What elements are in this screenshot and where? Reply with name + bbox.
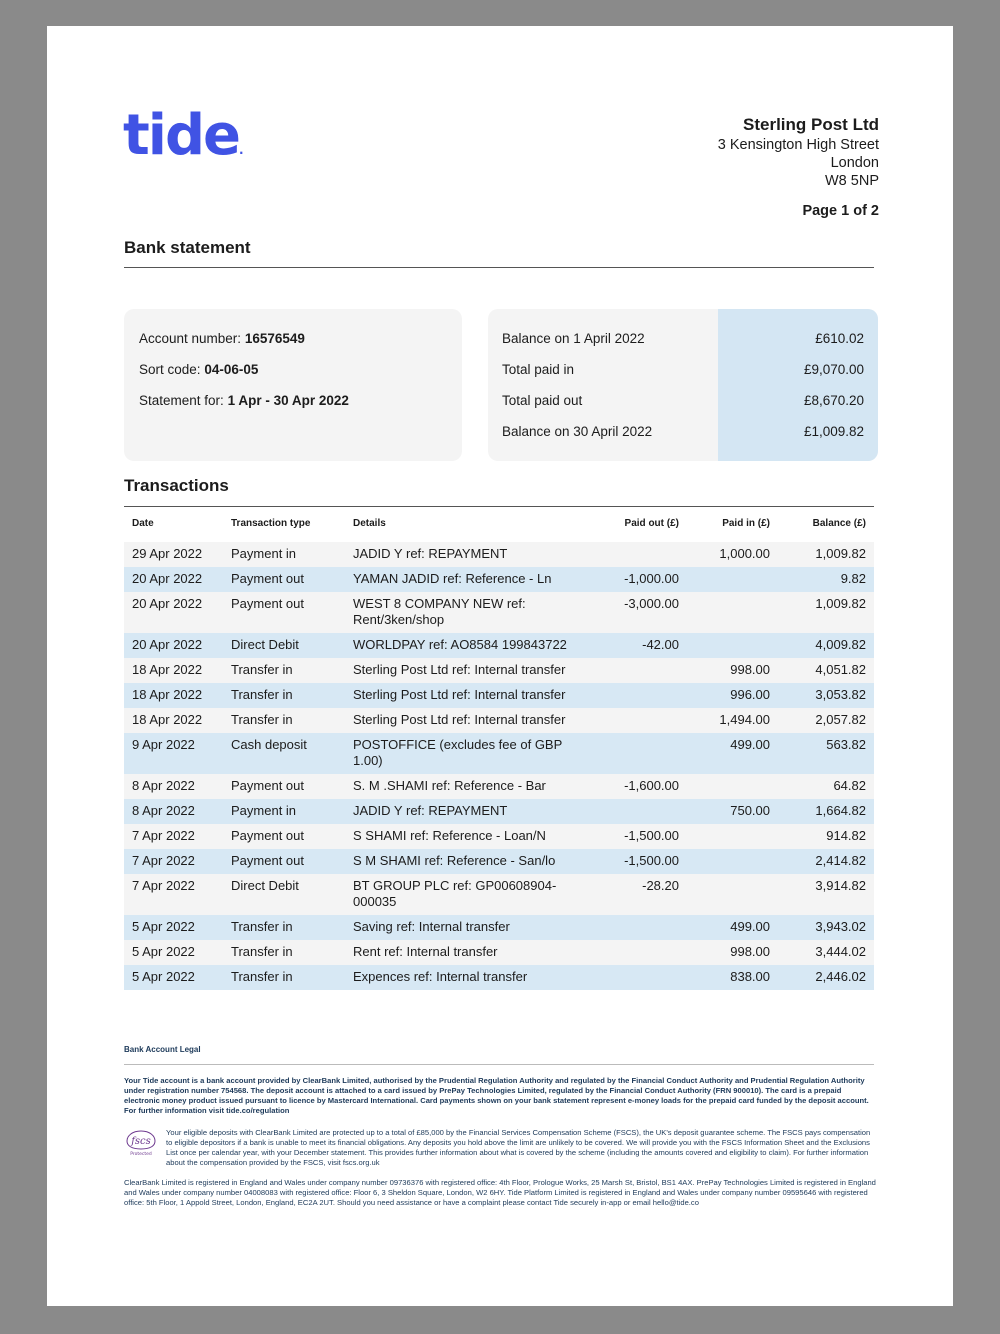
summary-label: Balance on 1 April 2022 (502, 331, 645, 346)
tx-paid-out (589, 915, 687, 940)
tx-details: JADID Y ref: REPAYMENT (345, 799, 589, 824)
tx-paid-out (589, 708, 687, 733)
tx-balance: 563.82 (778, 733, 874, 774)
tx-details: S M SHAMI ref: Reference - San/lo (345, 849, 589, 874)
tx-balance: 3,914.82 (778, 874, 874, 915)
tx-balance: 1,664.82 (778, 799, 874, 824)
tx-type: Payment out (223, 824, 345, 849)
column-header: Transaction type (231, 518, 311, 529)
tx-date: 7 Apr 2022 (124, 874, 223, 915)
tx-details: S SHAMI ref: Reference - Loan/N (345, 824, 589, 849)
tx-paid-in: 996.00 (687, 683, 778, 708)
tx-date: 18 Apr 2022 (124, 708, 223, 733)
tx-date: 5 Apr 2022 (124, 965, 223, 990)
tx-type: Transfer in (223, 658, 345, 683)
tx-paid-in (687, 633, 778, 658)
tx-paid-out (589, 940, 687, 965)
tx-date: 18 Apr 2022 (124, 683, 223, 708)
tx-paid-in: 499.00 (687, 733, 778, 774)
tx-balance: 1,009.82 (778, 542, 874, 567)
tx-date: 5 Apr 2022 (124, 915, 223, 940)
tx-details: WORLDPAY ref: AO8584 199843722 (345, 633, 589, 658)
summary-label: Total paid in (502, 362, 575, 377)
table-row (124, 799, 874, 824)
tx-details: BT GROUP PLC ref: GP00608904-000035 (345, 874, 589, 915)
tx-details: Expences ref: Internal transfer (345, 965, 589, 990)
tx-paid-in (687, 592, 778, 633)
tx-paid-out (589, 733, 687, 774)
tx-balance: 64.82 (778, 774, 874, 799)
address-city: London (830, 155, 879, 171)
tx-details: Sterling Post Ltd ref: Internal transfer (345, 708, 589, 733)
tx-paid-in (687, 774, 778, 799)
fscs-logo-text: fscs (131, 1136, 151, 1147)
tx-details: S. M .SHAMI ref: Reference - Bar (345, 774, 589, 799)
table-row (124, 708, 874, 733)
tx-paid-out: -28.20 (589, 874, 687, 915)
tx-paid-in (687, 567, 778, 592)
tx-date: 20 Apr 2022 (124, 633, 223, 658)
fscs-paragraph: Your eligible deposits with ClearBank Limited are protected up to a total of £85,000 by the Financial Services Compensation Scheme (FSCS), the UK's deposit guarantee scheme. The FSCS pays compensation to eligible depositors if a bank is unable to meet its financial obligations. Any deposits you hold above the limit are unlikely to be covered. We will provide you with the FSCS Information Sheet and the Exclusions List once per calendar year, with your December statement. This provides further information about what is covered by the scheme (including the amounts covered and eligibility to claim). For further information about the compensation provided by the FSCS, visit fscs.org.uk (166, 1128, 871, 1167)
page-number: Page 1 of 2 (802, 203, 879, 219)
tx-type: Transfer in (223, 940, 345, 965)
tx-balance: 3,943.02 (778, 915, 874, 940)
table-row (124, 874, 874, 915)
balance-summary-card (488, 309, 878, 461)
divider (124, 267, 874, 268)
account-number: 16576549 (244, 331, 305, 346)
tx-paid-in (687, 874, 778, 915)
tx-balance: 2,057.82 (778, 708, 874, 733)
table-row (124, 774, 874, 799)
tx-date: 20 Apr 2022 (124, 592, 223, 633)
tx-paid-in: 838.00 (687, 965, 778, 990)
tx-date: 20 Apr 2022 (124, 567, 223, 592)
tx-type: Transfer in (223, 683, 345, 708)
tx-details: Rent ref: Internal transfer (345, 940, 589, 965)
tx-paid-out: -1,500.00 (589, 849, 687, 874)
transactions-title: Transactions (124, 476, 229, 495)
legal-title: Bank Account Legal (124, 1045, 201, 1054)
summary-label: Balance on 30 April 2022 (502, 424, 653, 439)
summary-value: £1,009.82 (803, 424, 864, 439)
tx-date: 8 Apr 2022 (124, 774, 223, 799)
tx-details: YAMAN JADID ref: Reference - Ln (345, 567, 589, 592)
tx-paid-out: -3,000.00 (589, 592, 687, 633)
tx-type: Cash deposit (223, 733, 345, 774)
table-row (124, 683, 874, 708)
company-name: Sterling Post Ltd (743, 115, 879, 134)
tx-details: POSTOFFICE (excludes fee of GBP 1.00) (345, 733, 589, 774)
statement-title: Bank statement (124, 238, 251, 257)
table-row (124, 940, 874, 965)
table-row (124, 542, 874, 567)
table-row (124, 567, 874, 592)
divider (124, 1064, 874, 1065)
statement-page (47, 26, 953, 1306)
account-details-card (124, 309, 462, 461)
tx-balance: 3,444.02 (778, 940, 874, 965)
tx-paid-out: -1,600.00 (589, 774, 687, 799)
fscs-logo (125, 1130, 157, 1156)
customer-address (718, 114, 879, 190)
tx-date: 29 Apr 2022 (124, 542, 223, 567)
tx-date: 8 Apr 2022 (124, 799, 223, 824)
tx-type: Payment in (223, 799, 345, 824)
statement-period-row: Statement for: 1 Apr - 30 Apr 2022 (139, 393, 349, 408)
column-header: Date (132, 518, 154, 529)
statement-period: 1 Apr - 30 Apr 2022 (227, 393, 349, 408)
tx-balance: 1,009.82 (778, 592, 874, 633)
summary-value: £8,670.20 (803, 393, 864, 408)
tx-paid-in (687, 849, 778, 874)
tx-paid-in: 1,494.00 (687, 708, 778, 733)
tx-paid-out (589, 799, 687, 824)
tx-type: Payment out (223, 592, 345, 633)
table-row (124, 965, 874, 990)
fscs-logo-sub: Protected (130, 1152, 152, 1156)
legal-paragraph: ClearBank Limited is registered in England and Wales under company number 09736376 with registered office: 4th Floor, Prologue Works, 25 Marsh St, Bristol, BS1 4AX. PrePay Technologies Limited is registered in England and Wales under company number 04008083 with registered office: Floor 6, 3 Sheldon Square, London, W2 6HY. Tide Platform Limited is registered in England and Wales under company number 09595646 with registered office: 5th Floor, 1 Appold Street, London, England, EC2A 2UT. Should you need assistance or have a complaint please contact Tide securely in-app or email hello@tide.co (124, 1178, 876, 1207)
address-street: 3 Kensington High Street (717, 137, 879, 153)
tx-type: Payment out (223, 567, 345, 592)
tx-paid-in: 499.00 (687, 915, 778, 940)
tide-logo: tide. (123, 103, 244, 168)
tx-paid-out (589, 683, 687, 708)
column-header: Paid in (£) (722, 518, 770, 529)
tx-details: Sterling Post Ltd ref: Internal transfer (345, 658, 589, 683)
summary-value: £9,070.00 (803, 362, 864, 377)
tx-paid-out (589, 965, 687, 990)
tx-type: Transfer in (223, 915, 345, 940)
tx-paid-in (687, 824, 778, 849)
summary-value: £610.02 (815, 331, 864, 346)
column-header: Balance (£) (812, 518, 866, 529)
tx-paid-out: -42.00 (589, 633, 687, 658)
legal-paragraph: Your Tide account is a bank account provided by ClearBank Limited, authorised by the Prudential Regulation Authority and regulated by the Financial Conduct Authority and Prudential Regulation Authority under registration number 754568. The deposit account is attached to a card issued by PrePay Technologies Limited, regulated by the Financial Conduct Authority (FRN 900010). The card is a prepaid electronic money product issued pursuant to licence by Mastercard International. Card payments shown on your bank statement represent e-money loads for the prepaid card funded by the deposit account. For further information visit tide.co/regulation (124, 1076, 869, 1115)
tx-paid-out (589, 542, 687, 567)
tx-type: Payment in (223, 542, 345, 567)
tx-type: Payment out (223, 849, 345, 874)
table-row (124, 592, 874, 633)
sort-code-row: Sort code: 04-06-05 (139, 362, 259, 377)
table-row (124, 824, 874, 849)
table-row (124, 658, 874, 683)
address-postcode: W8 5NP (825, 173, 879, 189)
table-header-row (124, 510, 874, 542)
tx-date: 5 Apr 2022 (124, 940, 223, 965)
table-row (124, 915, 874, 940)
transactions-table (124, 510, 874, 990)
tx-details: WEST 8 COMPANY NEW ref: Rent/3ken/shop (345, 592, 589, 633)
sort-code: 04-06-05 (204, 362, 259, 377)
table-row (124, 633, 874, 658)
summary-label: Total paid out (502, 393, 583, 408)
tx-type: Transfer in (223, 708, 345, 733)
tx-paid-in: 998.00 (687, 658, 778, 683)
tx-paid-out: -1,500.00 (589, 824, 687, 849)
tx-type: Transfer in (223, 965, 345, 990)
tx-type: Payment out (223, 774, 345, 799)
tx-balance: 2,414.82 (778, 849, 874, 874)
tx-paid-in: 750.00 (687, 799, 778, 824)
tx-details: JADID Y ref: REPAYMENT (345, 542, 589, 567)
tx-paid-out (589, 658, 687, 683)
tx-details: Sterling Post Ltd ref: Internal transfer (345, 683, 589, 708)
tx-date: 7 Apr 2022 (124, 849, 223, 874)
tx-balance: 3,053.82 (778, 683, 874, 708)
tx-paid-in: 998.00 (687, 940, 778, 965)
column-header: Paid out (£) (624, 518, 679, 529)
tx-balance: 4,051.82 (778, 658, 874, 683)
tx-balance: 4,009.82 (778, 633, 874, 658)
table-row (124, 849, 874, 874)
tx-balance: 2,446.02 (778, 965, 874, 990)
tx-balance: 914.82 (778, 824, 874, 849)
tx-details: Saving ref: Internal transfer (345, 915, 589, 940)
table-row (124, 733, 874, 774)
tx-date: 7 Apr 2022 (124, 824, 223, 849)
divider (124, 506, 874, 507)
tx-date: 9 Apr 2022 (124, 733, 223, 774)
column-header: Details (353, 518, 386, 529)
tx-type: Direct Debit (223, 874, 345, 915)
tx-paid-out: -1,000.00 (589, 567, 687, 592)
tx-date: 18 Apr 2022 (124, 658, 223, 683)
tx-type: Direct Debit (223, 633, 345, 658)
account-number-row: Account number: 16576549 (139, 331, 305, 346)
tx-balance: 9.82 (778, 567, 874, 592)
tx-paid-in: 1,000.00 (687, 542, 778, 567)
